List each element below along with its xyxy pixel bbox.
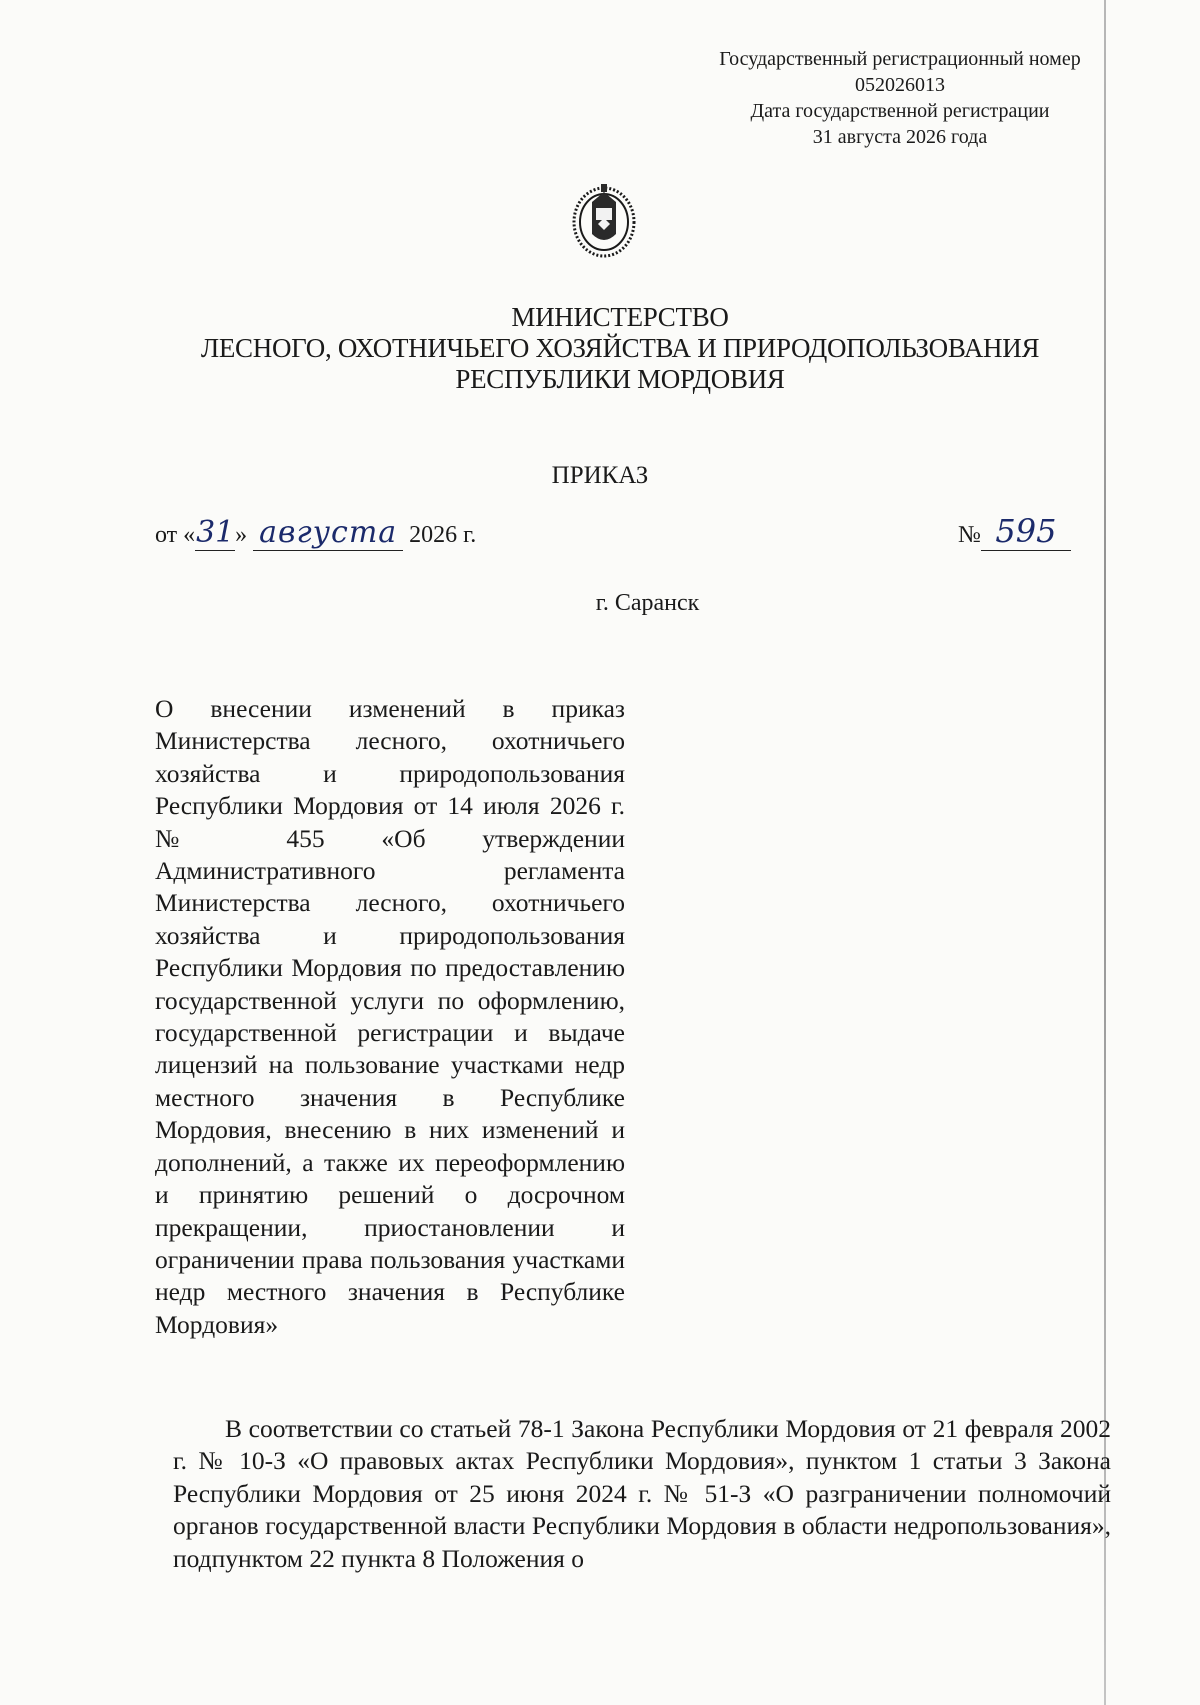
- ministry-line-3: РЕСПУБЛИКИ МОРДОВИЯ: [455, 364, 785, 394]
- date-prefix: от «: [155, 522, 196, 548]
- registration-date-label: Дата государственной регистрации: [750, 100, 1050, 122]
- number-label: №: [958, 522, 981, 548]
- order-date: [155, 515, 476, 551]
- coat-of-arms-icon: [568, 178, 640, 262]
- ministry-line-1: МИНИСТЕРСТВО: [511, 302, 729, 332]
- registration-number-label: Государственный регистрационный номер: [719, 48, 1081, 70]
- registration-number-value: 052026013: [855, 74, 945, 96]
- registration-block: [640, 46, 1160, 150]
- date-month-handwritten: августа: [253, 515, 403, 551]
- order-subject: О внесении изменений в приказ Министерства лесного, охотничьего хозяйства и природопользования Республики Мордовия от 14 июля 2026 г. № 455 «Об утверждении Административного регламента Министерства лесного, охотничьего хозяйства и природопользования Республики Мордовия по предоставлению государственной услуги по оформлению, государственной регистрации и выдаче лицензий на пользование участками недр местного значения в Республике Мордовия, внесению в них изменений и дополнений, а также их переоформлению и принятию решений о досрочном прекращении, приостановлении и ограничении права пользования участками недр местного значения в Республике Мордовия»: [155, 694, 625, 1339]
- date-mid: »: [235, 522, 248, 548]
- order-title: ПРИКАЗ: [551, 462, 649, 489]
- date-year: 2026 г.: [409, 522, 477, 548]
- order-number: [958, 512, 1071, 551]
- order-body-paragraph: В соответствии со статьей 78-1 Закона Республики Мордовия от 21 февраля 2002 г. № 10-З «О правовых актах Республики Мордовия», пунктом 1 статьи 3 Закона Республики Мордовия от 25 июня 2024 г. № 51-З «О разграничении полномочий органов государственной власти Республики Мордовия в области недропользования», подпунктом 22 пункта 8 Положения о: [173, 1414, 1111, 1573]
- ministry-line-2: ЛЕСНОГО, ОХОТНИЧЬЕГО ХОЗЯЙСТВА И ПРИРОДОПОЛЬЗОВАНИЯ: [200, 333, 1040, 363]
- order-city: г. Саранск: [595, 590, 700, 616]
- number-value-handwritten: 595: [981, 512, 1071, 551]
- date-day-handwritten: 31: [196, 515, 235, 550]
- ministry-name: [120, 302, 1120, 395]
- registration-date-value: 31 августа 2026 года: [812, 126, 988, 148]
